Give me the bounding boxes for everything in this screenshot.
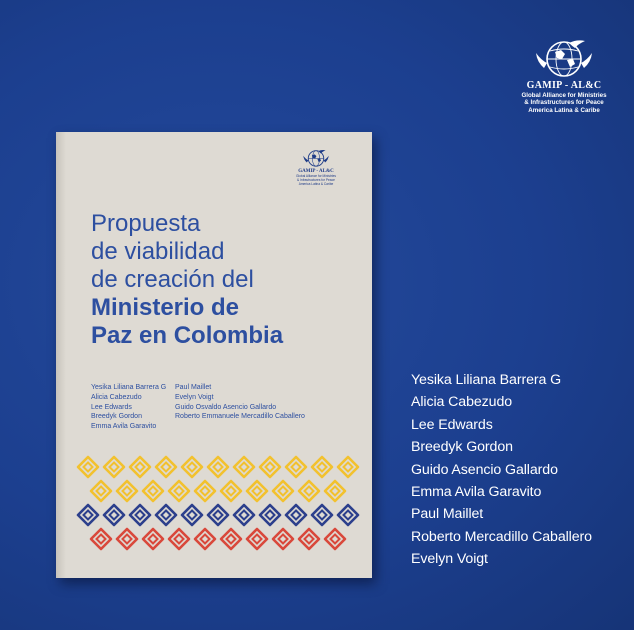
logo-subtitle-line: Global Alliance for Ministries [521,92,607,99]
book-author: Alicia Cabezudo [91,393,142,401]
title-line: Propuesta [91,210,201,237]
author-name: Paul Maillet [411,506,484,523]
book-logo-subtitle-line: & Infrastructures for Peace [297,178,335,182]
pattern-motif [299,529,319,549]
logo-subtitle-line: America Latina & Caribe [528,106,600,114]
book-logo-subtitle-line: Global Alliance for Ministries [295,174,337,178]
book-spine [56,132,66,578]
author-name: Alicia Cabezudo [411,394,513,411]
author-name: Guido Asencio Gallardo [411,461,558,478]
pattern-motif [182,457,202,477]
book-author: Emma Avila Garavito [91,423,157,431]
book-author: Breedyk Gordon [91,413,142,421]
author-name: Lee Edwards [411,416,493,433]
pattern-motif [117,481,137,501]
gamip-logo [506,38,622,114]
book-logo-subtitle-line: America Latina & Caribe [298,182,334,186]
pattern-motif [325,529,345,549]
interlocking-diamond-pattern [74,455,364,555]
book-authors-column-1 [91,383,166,432]
pattern-motif [130,505,150,525]
book-author: Guido Osvaldo Asencio Gallardo [175,403,277,411]
pattern-motif [234,457,254,477]
pattern-motif [208,505,228,525]
pattern-motif [169,529,189,549]
author-name: Breedyk Gordon [411,439,513,456]
pattern-motif [208,457,228,477]
pattern-motif [260,457,280,477]
book-author: Roberto Emmanuele Mercadillo Caballero [175,413,305,421]
book-authors-column-2 [175,383,305,422]
book-author: Lee Edwards [91,403,132,411]
pattern-motif [156,457,176,477]
pattern-motif [169,481,189,501]
pattern-motif [143,529,163,549]
pattern-motif [221,529,241,549]
pattern-motif [143,481,163,501]
pattern-motif [104,457,124,477]
pattern-motif [195,481,215,501]
author-name: Evelyn Voigt [411,551,488,568]
pattern-motif [78,505,98,525]
author-name: Roberto Mercadillo Caballero [411,528,592,545]
authors-list [411,369,592,571]
dove-globe-icon [301,148,331,168]
book-logo-name: GAMIP - AL&C [298,169,334,174]
logo-name: GAMIP - AL&C [526,80,602,91]
pattern-motif [221,481,241,501]
pattern-motif [338,457,358,477]
pattern-motif [104,505,124,525]
pattern-motif [130,457,150,477]
pattern-motif [195,529,215,549]
pattern-motif [260,505,280,525]
book-cover [56,132,372,578]
pattern-motif [78,457,98,477]
pattern-motif [325,481,345,501]
book-logo-subtitle [286,174,346,186]
logo-subtitle [506,92,622,114]
pattern-motif [91,481,111,501]
pattern-motif [312,457,332,477]
book-author: Paul Maillet [175,384,212,391]
logo-subtitle-line: & Infrastructures for Peace [524,99,604,107]
pattern-motif [247,529,267,549]
pattern-motif [91,529,111,549]
pattern-motif [273,529,293,549]
pattern-motif [117,529,137,549]
pattern-motif [299,481,319,501]
book-logo [286,148,346,186]
title-line-bold: Ministerio de [91,294,240,321]
pattern-motif [286,505,306,525]
book-author: Evelyn Voigt [175,393,214,401]
author-name: Emma Avila Garavito [411,484,542,501]
pattern-motif [156,505,176,525]
pattern-motif [286,457,306,477]
title-line: de viabilidad [91,238,225,265]
book-title [91,210,283,350]
pattern-motif [182,505,202,525]
pattern-motif [234,505,254,525]
pattern-motif [247,481,267,501]
book-author: Yesika Liliana Barrera G [91,384,167,391]
pattern-motif [273,481,293,501]
title-line: de creación del [91,266,254,293]
dove-globe-icon [531,38,597,78]
author-name: Yesika Liliana Barrera G [411,372,562,388]
title-line-bold: Paz en Colombia [91,322,284,349]
pattern-motif [338,505,358,525]
pattern-motif [312,505,332,525]
